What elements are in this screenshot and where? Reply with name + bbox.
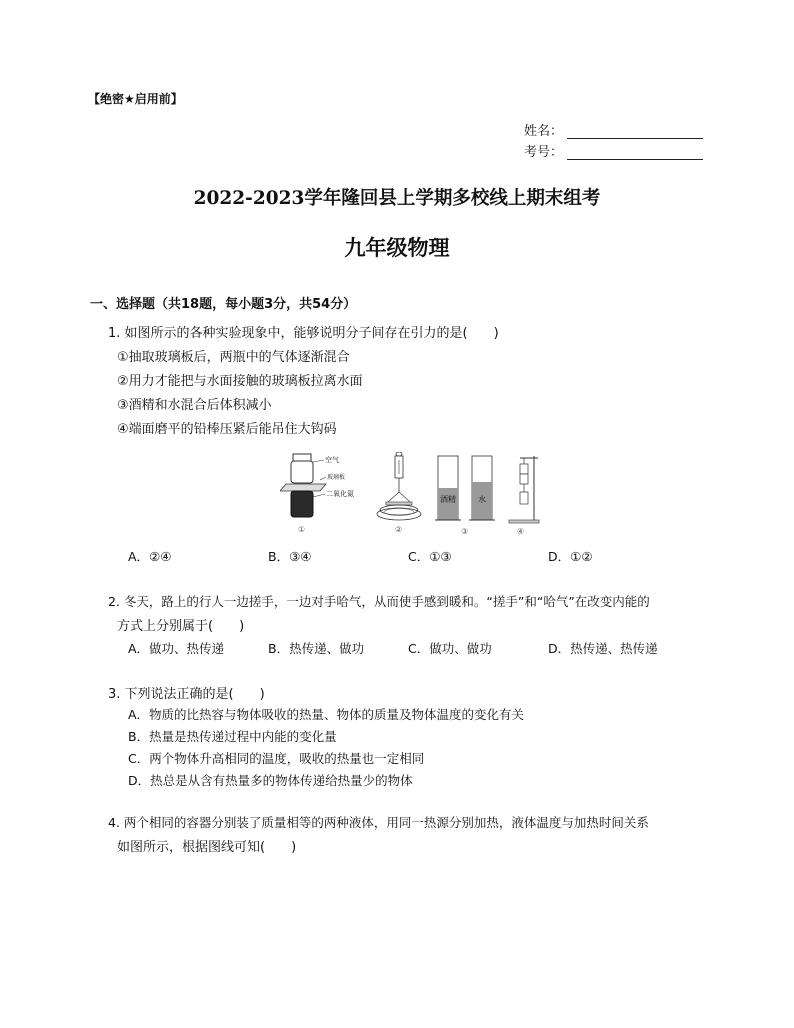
name-blank <box>567 126 703 139</box>
question-1-option-b: B．③④ <box>268 549 312 564</box>
confidential-mark: 【绝密★启用前】 <box>88 92 183 106</box>
name-label: 姓名： <box>524 124 564 139</box>
exam-subject: 九年级物理 <box>344 235 450 260</box>
question-3-option-c: C．两个物体升高相同的温度，吸收的热量也一定相同 <box>128 751 425 766</box>
question-2-stem-line-2: 方式上分别属于( ) <box>117 619 245 634</box>
exam-no-label: 考号： <box>524 145 564 160</box>
exam-title: 2022-2023学年隆回县上学期多校线上期末组考 <box>193 188 601 209</box>
question-3-option-d: D．热总是从含有热量多的物体传递给热量少的物体 <box>128 773 413 788</box>
figure-number-2: ② <box>395 525 403 534</box>
question-1-item-2: ②用力才能把与水面接触的玻璃板拉离水面 <box>117 374 363 389</box>
question-1-stem: 1. 如图所示的各种实验现象中，能够说明分子间存在引力的是( ) <box>108 326 499 341</box>
question-4-stem-line-1: 4. 两个相同的容器分别装了质量相等的两种液体，用同一热源分别加热，液体温度与加热时间关系 <box>108 815 649 830</box>
question-2-option-d: D．热传递、热传递 <box>548 641 658 656</box>
label-water: 水 <box>478 495 486 504</box>
question-1-option-c: C．①③ <box>408 549 452 564</box>
question-1-item-1: ①抽取玻璃板后，两瓶中的气体逐渐混合 <box>117 350 350 365</box>
question-3-stem: 3. 下列说法正确的是( ) <box>108 687 265 702</box>
question-1-option-d: D．①② <box>548 549 593 564</box>
question-2-option-a: A．做功、热传递 <box>128 641 225 656</box>
spring-scale-apparatus <box>377 452 421 520</box>
section-heading: 一、选择题（共18题，每小题3分，共54分） <box>90 297 357 312</box>
exam-no-field <box>524 141 703 160</box>
question-3-option-a: A．物质的比热容与物体吸收的热量、物体的质量及物体温度的变化有关 <box>128 707 525 722</box>
question-1-item-3: ③酒精和水混合后体积减小 <box>117 398 272 413</box>
lead-rod-stand <box>509 456 539 523</box>
question-3-option-b: B．热量是热传递过程中内能的变化量 <box>128 729 337 744</box>
label-no2: 二氧化氮 <box>326 490 354 498</box>
experiment-figure <box>280 452 565 544</box>
label-air: 空气 <box>325 456 339 464</box>
question-2-option-b: B．热传递、做功 <box>268 641 365 656</box>
gas-diffusion-apparatus <box>280 454 326 517</box>
exam-no-blank <box>567 147 703 160</box>
label-alcohol: 酒精 <box>440 495 456 504</box>
question-1-item-4: ④端面磨平的铅棒压紧后能吊住大钩码 <box>117 422 337 437</box>
graduated-cylinders <box>435 456 495 520</box>
figure-number-3: ③ <box>461 527 469 536</box>
question-4-stem-line-2: 如图所示，根据图线可知( ) <box>117 840 297 855</box>
name-field <box>524 120 703 139</box>
question-2-stem-line-1: 2. 冬天，路上的行人一边搓手，一边对手哈气，从而使手感到暖和。“搓手”和“哈气”在改变内能的 <box>108 594 650 609</box>
question-1-option-a: A．②④ <box>128 549 172 564</box>
label-glass: 玻璃板 <box>327 474 346 481</box>
figure-number-4: ④ <box>517 527 525 536</box>
question-2-option-c: C．做功、做功 <box>408 641 492 656</box>
figure-number-1: ① <box>298 525 306 534</box>
